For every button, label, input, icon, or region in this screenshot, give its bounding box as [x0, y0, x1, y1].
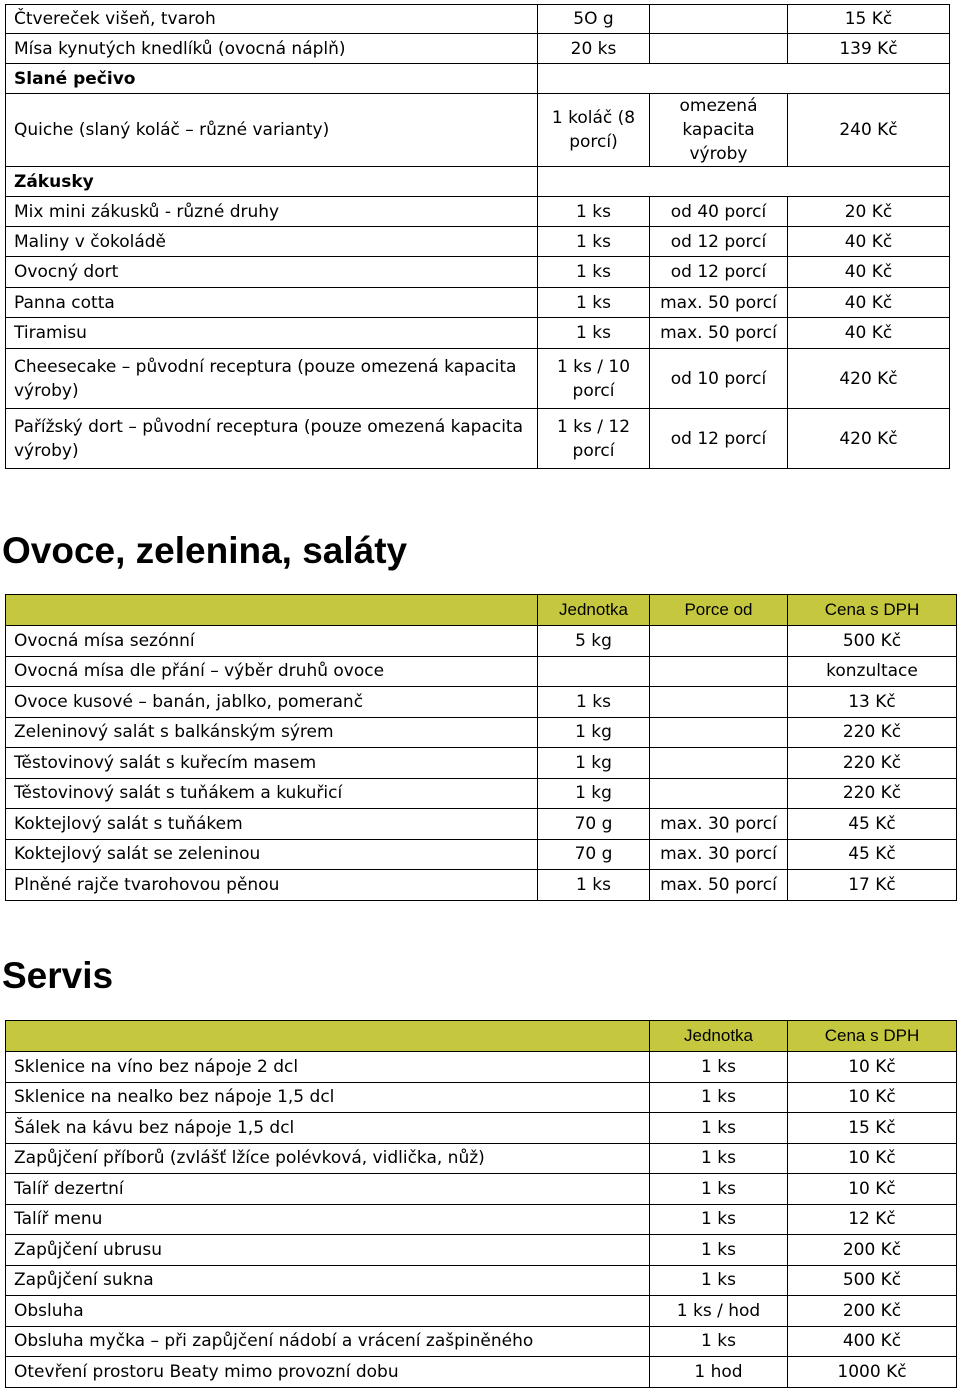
item-price: 40 Kč: [788, 257, 950, 288]
item-name: Panna cotta: [6, 288, 538, 318]
item-name: Talíř menu: [6, 1204, 650, 1235]
header-empty-cell: [6, 595, 538, 626]
item-unit: 1 ks / hod: [650, 1296, 788, 1327]
item-name: Otevření prostoru Beaty mimo provozní dobu: [6, 1357, 650, 1388]
item-price: 200 Kč: [788, 1296, 957, 1327]
item-name: Ovoce kusové – banán, jablko, pomeranč: [6, 687, 538, 718]
item-portion: [650, 656, 788, 687]
item-name: Sklenice na nealko bez nápoje 1,5 dcl: [6, 1082, 650, 1113]
item-price: 420 Kč: [788, 409, 950, 469]
table-row: [6, 227, 950, 257]
item-price: 10 Kč: [788, 1052, 957, 1083]
table-row: [6, 626, 957, 657]
table-row: [6, 1113, 957, 1144]
item-price: 45 Kč: [788, 809, 957, 840]
item-unit: 1 ks: [650, 1082, 788, 1113]
item-name: Čtvereček višeň, tvaroh: [6, 5, 538, 34]
item-name: Cheesecake – původní receptura (pouze omezená kapacita výroby): [6, 349, 538, 409]
item-price: 500 Kč: [788, 1265, 957, 1296]
table-row: [6, 748, 957, 779]
item-unit: 5O g: [538, 5, 650, 34]
item-name: Pařížský dort – původní receptura (pouze omezená kapacita výroby): [6, 409, 538, 469]
item-name: Koktejlový salát s tuňákem: [6, 809, 538, 840]
table-header-row: [6, 595, 957, 626]
item-unit: 1 ks: [538, 257, 650, 288]
item-unit: 1 ks: [650, 1326, 788, 1357]
section-row: [6, 64, 950, 94]
item-unit: 1 ks: [650, 1235, 788, 1266]
item-portion: od 12 porcí: [650, 409, 788, 469]
item-unit: 1 ks: [650, 1204, 788, 1235]
table-row: [6, 1235, 957, 1266]
item-unit: 1 ks / 10 porcí: [538, 349, 650, 409]
item-price: 420 Kč: [788, 349, 950, 409]
item-unit: 1 ks: [650, 1113, 788, 1144]
table-row: [6, 870, 957, 901]
item-unit: 1 ks / 12 porcí: [538, 409, 650, 469]
item-name: Zapůjčení ubrusu: [6, 1235, 650, 1266]
item-name: Obsluha myčka – při zapůjčení nádobí a vrácení zašpiněného: [6, 1326, 650, 1357]
item-name: Sklenice na víno bez nápoje 2 dcl: [6, 1052, 650, 1083]
item-portion: [650, 626, 788, 657]
table-row: [6, 809, 957, 840]
table-row: [6, 94, 950, 167]
item-unit: 1 ks: [538, 687, 650, 718]
item-portion: [650, 748, 788, 779]
table-row: [6, 839, 957, 870]
item-name: Zapůjčení příborů (zvlášť lžíce polévková, vidlička, nůž): [6, 1143, 650, 1174]
table-row: [6, 1296, 957, 1327]
table-row: [6, 318, 950, 349]
item-price: konzultace: [788, 656, 957, 687]
table-row: [6, 1326, 957, 1357]
item-portion: [650, 34, 788, 64]
item-price: 240 Kč: [788, 94, 950, 167]
item-unit: 1 ks: [650, 1174, 788, 1205]
item-portion: od 40 porcí: [650, 197, 788, 227]
item-unit: 1 ks: [650, 1265, 788, 1296]
item-unit: [538, 656, 650, 687]
section-heading: Zákusky: [6, 167, 538, 197]
item-portion: [650, 717, 788, 748]
item-name: Ovocná mísa dle přání – výběr druhů ovoce: [6, 656, 538, 687]
section-title-service: Servis: [2, 955, 114, 996]
item-name: Maliny v čokoládě: [6, 227, 538, 257]
item-name: Šálek na kávu bez nápoje 1,5 dcl: [6, 1113, 650, 1144]
item-name: Těstovinový salát s tuňákem a kukuřicí: [6, 778, 538, 809]
header-unit: Jednotka: [650, 1021, 788, 1052]
item-unit: 1 kg: [538, 748, 650, 779]
item-price: 20 Kč: [788, 197, 950, 227]
item-portion: max. 30 porcí: [650, 809, 788, 840]
table-row: [6, 349, 950, 409]
table-row: [6, 257, 950, 288]
table-row: [6, 5, 950, 34]
item-name: Mísa kynutých knedlíků (ovocná náplň): [6, 34, 538, 64]
item-name: Talíř dezertní: [6, 1174, 650, 1205]
item-price: 10 Kč: [788, 1174, 957, 1205]
item-portion: od 12 porcí: [650, 227, 788, 257]
item-portion: od 10 porcí: [650, 349, 788, 409]
item-price: 1000 Kč: [788, 1357, 957, 1388]
item-price: 40 Kč: [788, 318, 950, 349]
item-name: Tiramisu: [6, 318, 538, 349]
header-unit: Jednotka: [538, 595, 650, 626]
section-heading: Slané pečivo: [6, 64, 538, 94]
item-unit: 1 ks: [650, 1143, 788, 1174]
item-price: 139 Kč: [788, 34, 950, 64]
table-row: [6, 1052, 957, 1083]
item-unit: 1 ks: [538, 197, 650, 227]
header-portion: Porce od: [650, 595, 788, 626]
item-price: 15 Kč: [788, 5, 950, 34]
item-price: 220 Kč: [788, 748, 957, 779]
section-title-fruit: Ovoce, zelenina, saláty: [2, 530, 408, 571]
item-unit: 1 koláč (8 porcí): [538, 94, 650, 167]
service-table: [5, 1020, 957, 1388]
item-name: Těstovinový salát s kuřecím masem: [6, 748, 538, 779]
item-unit: 1 kg: [538, 717, 650, 748]
item-portion: max. 50 porcí: [650, 870, 788, 901]
item-name: Ovocná mísa sezónní: [6, 626, 538, 657]
item-unit: 1 ks: [538, 318, 650, 349]
item-name: Plněné rajče tvarohovou pěnou: [6, 870, 538, 901]
item-unit: 1 kg: [538, 778, 650, 809]
item-portion: omezená kapacita výroby: [650, 94, 788, 167]
table-row: [6, 197, 950, 227]
item-name: Quiche (slaný koláč – různé varianty): [6, 94, 538, 167]
table-row: [6, 717, 957, 748]
item-price: 45 Kč: [788, 839, 957, 870]
item-unit: 5 kg: [538, 626, 650, 657]
section-empty-cell: [538, 64, 950, 94]
item-price: 200 Kč: [788, 1235, 957, 1266]
item-name: Zeleninový salát s balkánským sýrem: [6, 717, 538, 748]
table-row: [6, 288, 950, 318]
item-price: 10 Kč: [788, 1143, 957, 1174]
table-row: [6, 1204, 957, 1235]
item-unit: 1 ks: [650, 1052, 788, 1083]
table-row: [6, 778, 957, 809]
item-price: 13 Kč: [788, 687, 957, 718]
table-row: [6, 409, 950, 469]
item-unit: 70 g: [538, 809, 650, 840]
item-price: 220 Kč: [788, 717, 957, 748]
table-row: [6, 1082, 957, 1113]
item-unit: 1 hod: [650, 1357, 788, 1388]
table-row: [6, 687, 957, 718]
item-price: 12 Kč: [788, 1204, 957, 1235]
header-empty-cell: [6, 1021, 650, 1052]
table-row: [6, 656, 957, 687]
item-price: 17 Kč: [788, 870, 957, 901]
item-price: 500 Kč: [788, 626, 957, 657]
item-price: 40 Kč: [788, 288, 950, 318]
item-portion: max. 50 porcí: [650, 288, 788, 318]
fruit-salad-table: [5, 594, 957, 901]
item-name: Mix mini zákusků - různé druhy: [6, 197, 538, 227]
item-price: 10 Kč: [788, 1082, 957, 1113]
table-row: [6, 1357, 957, 1388]
table-row: [6, 1174, 957, 1205]
header-price: Cena s DPH: [788, 595, 957, 626]
item-portion: [650, 5, 788, 34]
item-unit: 1 ks: [538, 870, 650, 901]
desserts-table: [5, 4, 950, 469]
item-portion: od 12 porcí: [650, 257, 788, 288]
item-price: 40 Kč: [788, 227, 950, 257]
item-unit: 1 ks: [538, 288, 650, 318]
item-name: Obsluha: [6, 1296, 650, 1327]
section-empty-cell: [538, 167, 950, 197]
table-header-row: [6, 1021, 957, 1052]
table-row: [6, 1265, 957, 1296]
item-price: 15 Kč: [788, 1113, 957, 1144]
item-name: Ovocný dort: [6, 257, 538, 288]
item-unit: 20 ks: [538, 34, 650, 64]
section-row: [6, 167, 950, 197]
item-portion: [650, 687, 788, 718]
item-name: Zapůjčení sukna: [6, 1265, 650, 1296]
header-price: Cena s DPH: [788, 1021, 957, 1052]
item-portion: [650, 778, 788, 809]
item-name: Koktejlový salát se zeleninou: [6, 839, 538, 870]
item-unit: 1 ks: [538, 227, 650, 257]
item-price: 220 Kč: [788, 778, 957, 809]
table-row: [6, 34, 950, 64]
table-row: [6, 1143, 957, 1174]
item-portion: max. 30 porcí: [650, 839, 788, 870]
item-price: 400 Kč: [788, 1326, 957, 1357]
item-portion: max. 50 porcí: [650, 318, 788, 349]
item-unit: 70 g: [538, 839, 650, 870]
